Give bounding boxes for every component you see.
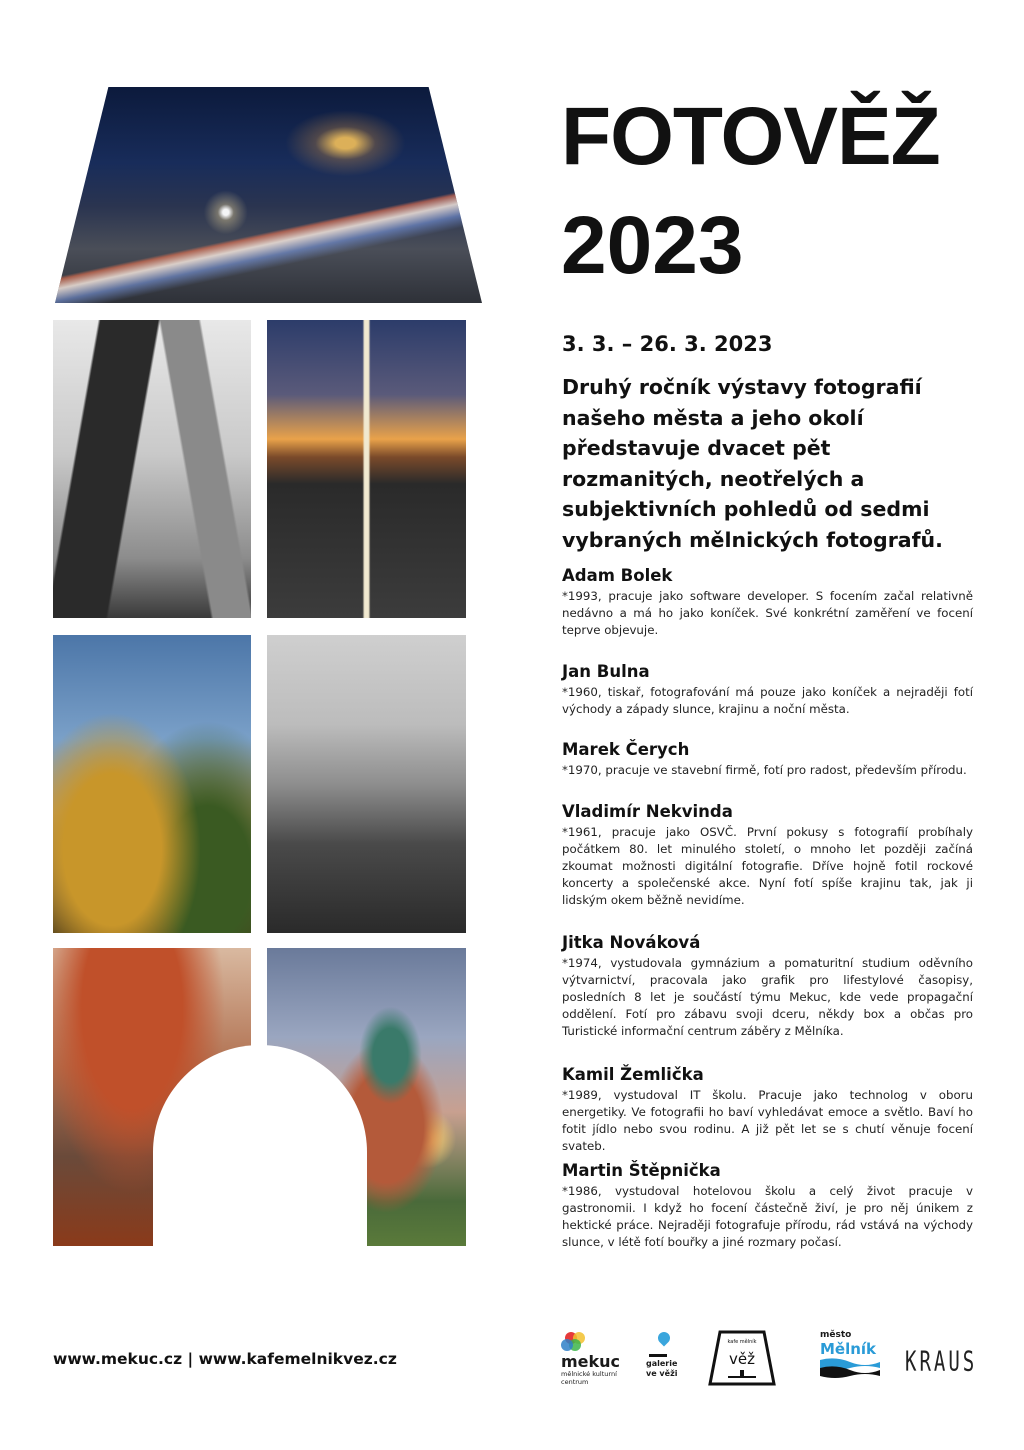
photographer-name: Martin Štěpnička <box>562 1161 721 1180</box>
mekuc-dots-icon <box>561 1330 631 1354</box>
poster-year: 2023 <box>561 200 744 291</box>
river-wave-icon <box>820 1358 882 1378</box>
melnik-logo-name: Mělník <box>820 1340 877 1358</box>
poster-title: FOTOVĚŽ <box>561 91 940 182</box>
photographer-name: Adam Bolek <box>562 566 673 585</box>
photo-round-tower-autumn <box>53 635 251 933</box>
melnik-logo-small: město <box>820 1330 852 1340</box>
photographer-entry <box>562 1161 973 1251</box>
mekuc-logo-name: mekuc <box>561 1352 621 1371</box>
photographer-entry <box>562 662 973 718</box>
galerie-ve-vezi-logo[interactable] <box>646 1330 690 1390</box>
photographer-bio: *1989, vystudoval IT školu. Pracuje jako technolog v oboru energetiky. Ve fotografii ho baví vyhledávat emoce a světlo. Baví ho fotit jídlo nebo svou rodinu. A již pět let se s chutí věnuje focení svateb. <box>562 1088 973 1153</box>
exhibition-dates: 3. 3. – 26. 3. 2023 <box>562 332 773 356</box>
photographer-entry <box>562 802 973 909</box>
mesto-melnik-logo[interactable] <box>820 1330 882 1384</box>
photographer-name: Marek Čerych <box>562 740 690 759</box>
photographer-bio: *1970, pracuje ve stavební firmě, fotí pro radost, především přírodu. <box>562 763 967 777</box>
photographer-bio: *1986, vystudoval hotelovou školu a celý život pracuje v gastronomii. I když ho focení částečně živí, je pro něj únikem z hektické práce. Nejraději fotografuje přírodu, rád vstává na východy slunce, v létě fotí bouřky a jiné rozmary počasí. <box>562 1184 973 1249</box>
photographer-name: Jan Bulna <box>562 662 650 681</box>
mekuc-logo[interactable] <box>561 1330 631 1390</box>
photographer-bio: *1960, tiskař, fotografování má pouze jako koníček a nejraději fotí východy a západy slunce, krajinu a noční města. <box>562 685 973 716</box>
photographer-entry <box>562 933 973 1040</box>
photographer-name: Kamil Žemlička <box>562 1065 704 1084</box>
photographer-entry <box>562 1065 973 1155</box>
photo-church-tower-bw <box>53 320 251 618</box>
location-pin-icon <box>656 1330 673 1347</box>
tower-door-arch <box>153 1045 367 1255</box>
photo-arch-bridge-sunset <box>267 320 466 618</box>
footer-links[interactable]: www.mekuc.cz | www.kafemelnikvez.cz <box>53 1350 397 1368</box>
mekuc-logo-subtitle: mělnické kulturní centrum <box>561 1370 617 1386</box>
intro-paragraph: Druhý ročník výstavy fotografií našeho města a jeho okolí představuje dvacet pět rozmanitých, neotřelých a subjektivních pohledů od sedmi vybraných mělnických fotografů. <box>562 375 943 552</box>
kafe-logo-name: věž <box>729 1350 755 1368</box>
photographer-entry <box>562 566 973 639</box>
photographer-entry <box>562 740 973 779</box>
kafe-melnik-vez-logo[interactable] <box>708 1330 776 1388</box>
photo-foggy-town <box>267 635 466 933</box>
trapezoid-frame-icon <box>708 1330 776 1386</box>
photo-night-bridge-light-trails <box>55 87 482 303</box>
photographer-bio: *1961, pracuje jako OSVČ. První pokusy s fotografií probíhaly počátkem 80. let minulého století, o mnoho let později začíná zkoumat možnosti digitální fotografie. Dříve hojně fotil rockové koncerty a společenské akce. Nyní fotí spíše krajinu tak, jak ji lidským okem běžně nevidíme. <box>562 825 973 907</box>
photographer-name: Vladimír Nekvinda <box>562 802 733 821</box>
galerie-logo-text: galerie ve věži <box>646 1359 678 1378</box>
photographer-bio: *1993, pracuje jako software developer. S focením začal relativně nedávno a má ho jako koníček. Své konkrétní zaměření ve focení teprve objevuje. <box>562 589 973 637</box>
kafe-small-label: kafe mělník <box>727 1339 757 1345</box>
photographer-bio: *1974, vystudovala gymnázium a pomaturitní studium oděvního výtvarnictví, pracovala jako grafik pro lifestylové časopisy, posledních 8 let je součástí týmu Mekuc, kde vede propagační oddělení. Fotí pro zábavu svoji dceru, někdy box a občas pro Turistické informační centrum záběry z Mělníka. <box>562 956 973 1038</box>
photographer-name: Jitka Nováková <box>562 933 701 952</box>
kraus-logo[interactable]: KRAUS <box>905 1346 978 1378</box>
divider-bar <box>649 1354 667 1357</box>
